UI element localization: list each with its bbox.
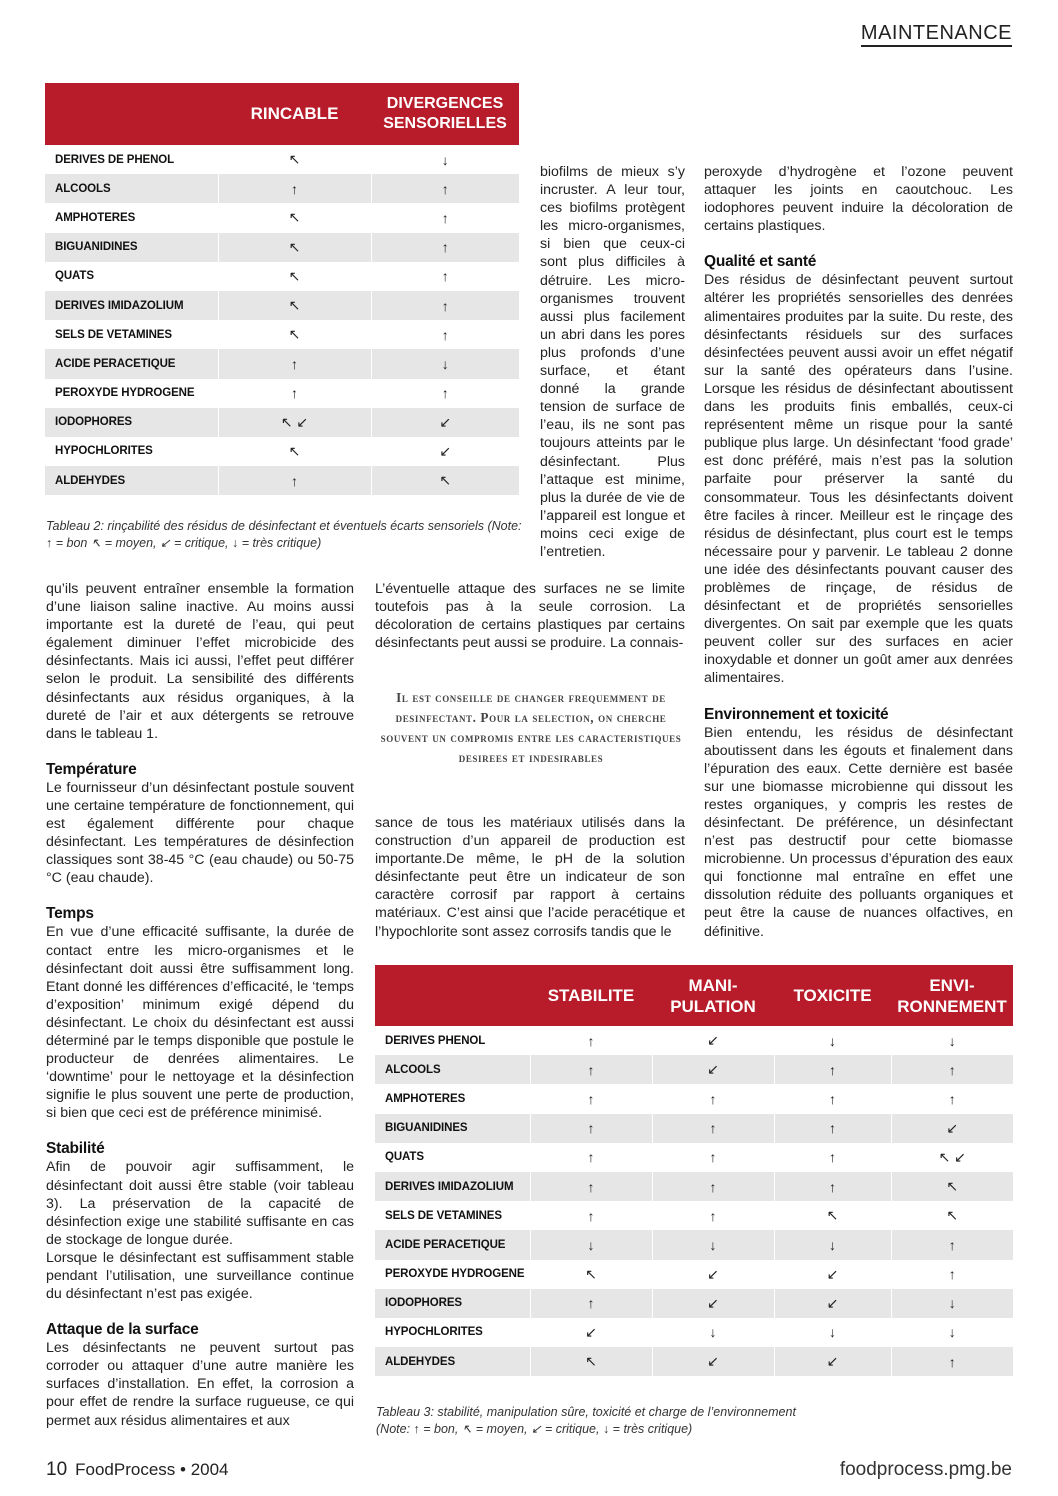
rating-cell: ↖: [218, 320, 371, 349]
rating-cell: ↓: [774, 1230, 891, 1259]
rating-cell: ↙: [652, 1026, 774, 1055]
paragraph: Les désinfectants ne peuvent surtout pas corroder ou attaquer d’une autre manière les surfaces d’installation. En effet, la corrosion a pour effet de rendre la surface rugueuse, ce qui permet aux résidus alimentaires et aux: [46, 1340, 354, 1429]
row-label: ACIDE PERACETIQUE: [45, 349, 218, 378]
rating-cell: ↙: [652, 1055, 774, 1084]
rating-cell: ↑: [530, 1114, 652, 1143]
table-row: [45, 174, 519, 203]
rating-cell: ↙: [530, 1318, 652, 1347]
row-label: PEROXYDE HYDROGENE: [45, 379, 218, 408]
footer-website: foodprocess.pmg.be: [839, 1459, 1012, 1480]
row-label: ALDEHYDES: [45, 466, 218, 495]
row-label: SELS DE VETAMINES: [45, 320, 218, 349]
row-label: IODOPHORES: [45, 408, 218, 437]
rating-cell: ↖ ↙: [218, 408, 371, 437]
table3-caption: [376, 1404, 1016, 1438]
rating-cell: ↓: [371, 145, 519, 174]
table-row: [375, 1318, 1013, 1347]
table-row: [375, 1230, 1013, 1259]
rating-cell: ↖: [218, 291, 371, 320]
rating-cell: ↑: [652, 1143, 774, 1172]
table-header-empty: [45, 83, 218, 145]
rating-cell: ↓: [891, 1026, 1013, 1055]
table2-caption: [46, 518, 526, 552]
rating-cell: ↑: [530, 1055, 652, 1084]
rating-cell: ↑: [218, 349, 371, 378]
rating-cell: ↑: [774, 1172, 891, 1201]
rating-cell: ↑: [530, 1289, 652, 1318]
rating-cell: ↓: [652, 1230, 774, 1259]
row-label: AMPHOTERES: [375, 1084, 530, 1113]
table-rincabilite: [45, 83, 519, 495]
rating-cell: ↑: [530, 1172, 652, 1201]
row-label: AMPHOTERES: [45, 203, 218, 232]
rating-cell: ↓: [652, 1318, 774, 1347]
rating-cell: ↖: [218, 262, 371, 291]
section-title: MAINTENANCE: [861, 22, 1012, 47]
table2-caption-line2: ↑ = bon ↖ = moyen, ↙ = critique, ↓ = très critique): [46, 536, 322, 550]
rating-cell: ↖: [530, 1347, 652, 1376]
rating-cell: ↙: [371, 437, 519, 466]
rating-cell: ↓: [774, 1318, 891, 1347]
table-row: [45, 408, 519, 437]
rating-cell: ↑: [652, 1172, 774, 1201]
table-header-stabilite: STABILITE: [530, 965, 652, 1026]
rating-cell: ↓: [371, 349, 519, 378]
rating-cell: ↑: [218, 466, 371, 495]
rating-cell: ↑: [652, 1114, 774, 1143]
paragraph: Lorsque le désinfectant est suffisamment stable pendant l’utilisation, une surveillance continue du désinfectant n’est pas exigée.: [46, 1249, 354, 1303]
rating-cell: ↖: [774, 1201, 891, 1230]
column-right: [704, 163, 1013, 941]
rating-cell: ↑: [891, 1260, 1013, 1289]
heading-environnement-toxicite: Environnement et toxicité: [704, 705, 889, 723]
table-row: [45, 349, 519, 378]
rating-cell: ↑: [371, 203, 519, 232]
rating-cell: ↑: [371, 291, 519, 320]
row-label: QUATS: [375, 1143, 530, 1172]
rating-cell: ↑: [371, 262, 519, 291]
rating-cell: ↑: [218, 174, 371, 203]
table-header-divergences: DIVERGENCES SENSORIELLES: [371, 83, 519, 145]
table-row: [45, 379, 519, 408]
heading-temperature: Température: [46, 760, 137, 778]
table-row: [45, 145, 519, 174]
rating-cell: ↑: [652, 1084, 774, 1113]
rating-cell: ↓: [530, 1230, 652, 1259]
table-row: [45, 233, 519, 262]
table-row: [375, 1347, 1013, 1376]
rating-cell: ↙: [371, 408, 519, 437]
rating-cell: ↑: [774, 1055, 891, 1084]
table-row: [375, 1143, 1013, 1172]
row-label: ACIDE PERACETIQUE: [375, 1230, 530, 1259]
table3-caption-line2: (Note: ↑ = bon, ↖ = moyen, ↙ = critique, ↓ = très critique): [376, 1422, 693, 1436]
paragraph: Bien entendu, les résidus de désinfectant aboutissent dans les égouts et finalement dans l’épuration des eaux. Cette dernière est basée sur une biomasse microbienne qui dissout les restes organiques, y compris les restes de désinfectant. De préférence, un désinfectant n’est pas destructif pour cette biomasse microbienne. Un processus d’épuration des eaux qui fonctionne mal entraîne en effet une dissolution réduite des polluants organiques et peut être la cause de nuances olfactives, en définitive.: [704, 724, 1013, 940]
row-label: ALCOOLS: [375, 1055, 530, 1084]
paragraph: peroxyde d’hydrogène et l’ozone peuvent attaquer les joints en caoutchouc. Les iodophores peuvent induire la décoloration de certains plastiques.: [704, 164, 1013, 235]
rating-cell: ↓: [774, 1026, 891, 1055]
table-row: [375, 1172, 1013, 1201]
table-header-manipulation: MANI- PULATION: [652, 965, 774, 1026]
paragraph: L’éventuelle attaque des surfaces ne se limite toutefois pas à la seule corrosion. La décoloration de certains plastiques par certains désinfectants peut aussi se produire. La connais-: [375, 581, 685, 652]
column-middle-lower: [375, 814, 685, 941]
rating-cell: ↑: [371, 379, 519, 408]
rating-cell: ↙: [774, 1260, 891, 1289]
row-label: DERIVES PHENOL: [375, 1026, 530, 1055]
table-header-empty: [375, 965, 530, 1026]
row-label: BIGUANIDINES: [375, 1114, 530, 1143]
footer-publication: [46, 1459, 229, 1481]
rating-cell: ↑: [891, 1084, 1013, 1113]
paragraph: biofilms de mieux s’y incruster. A leur tour, ces biofilms protègent les micro-organismes, si bien que ceux-ci sont plus difficiles à détruire. Les micro-organismes trouvent aussi plus facilement un abri dans les pores plus profonds d’une surface, et étant donné la grande tension de surface de l’eau, ils ne sont pas toujours atteints par le désinfectant. Plus l’attaque est minime, plus la durée de vie de l’appareil est longue et moins ceci exige de l’entretien.: [540, 164, 685, 560]
rating-cell: ↑: [891, 1055, 1013, 1084]
table-stabilite: [375, 965, 1013, 1376]
paragraph: sance de tous les matériaux utilisés dans la construction d’un appareil de production est importante.De même, le pH de la solution désinfectante peut être un indicateur de son caractère corrosif par rapport à certains matériaux. C’est ainsi que l’acide peracétique et l’hypochlorite sont assez corrosifs tandis que le: [375, 815, 685, 940]
rating-cell: ↑: [530, 1143, 652, 1172]
rating-cell: ↖: [218, 145, 371, 174]
pull-quote: Il est conseille de changer frequemment de desinfectant. Pour la selection, on cherche souvent un compromis entre les caracteristiques desirees et indesirables: [380, 690, 682, 765]
rating-cell: ↑: [774, 1143, 891, 1172]
rating-cell: ↓: [891, 1289, 1013, 1318]
heading-stabilite: Stabilité: [46, 1140, 105, 1158]
rating-cell: ↙: [774, 1289, 891, 1318]
table-row: [375, 1201, 1013, 1230]
table-row: [45, 466, 519, 495]
rating-cell: ↙: [652, 1289, 774, 1318]
rating-cell: ↑: [530, 1201, 652, 1230]
row-label: HYPOCHLORITES: [375, 1318, 530, 1347]
rating-cell: ↖: [218, 233, 371, 262]
row-label: SELS DE VETAMINES: [375, 1201, 530, 1230]
table-row: [45, 291, 519, 320]
column-middle: [375, 580, 685, 652]
rating-cell: ↖: [218, 437, 371, 466]
rating-cell: ↓: [891, 1318, 1013, 1347]
row-label: BIGUANIDINES: [45, 233, 218, 262]
rating-cell: ↙: [652, 1260, 774, 1289]
rating-cell: ↙: [891, 1114, 1013, 1143]
table-header-toxicite: TOXICITE: [774, 965, 891, 1026]
heading-qualite-sante: Qualité et santé: [704, 253, 817, 271]
rating-cell: ↑: [530, 1084, 652, 1113]
column-left: [46, 580, 354, 1430]
rating-cell: ↖: [891, 1201, 1013, 1230]
row-label: IODOPHORES: [375, 1289, 530, 1318]
paragraph: Le fournisseur d’un désinfectant postule souvent une certaine température de fonctionnement, qui est également différente pour chaque désinfectant. Les températures de désinfection classiques sont 38-45 °C (eau chaude) ou 50-75 °C (eau chaude).: [46, 779, 354, 887]
publication-name: FoodProcess • 2004: [75, 1460, 229, 1479]
row-label: PEROXYDE HYDROGENE: [375, 1260, 530, 1289]
row-label: DERIVES IMIDAZOLIUM: [375, 1172, 530, 1201]
rating-cell: ↑: [891, 1347, 1013, 1376]
paragraph: Afin de pouvoir agir suffisamment, le désinfectant doit aussi être stable (voir tableau 3). La préservation de la capacité de désinfection exige une stabilité suffisante en cas de stockage de longue durée.: [46, 1159, 354, 1248]
rating-cell: ↖ ↙: [891, 1143, 1013, 1172]
paragraph: En vue d’une efficacité suffisante, la durée de contact entre les micro-organismes et le désinfectant doit aussi être suffisamment long. Etant donné les différences d’efficacité, le ‘temps d’exposition’ minimum exigé dépend du désinfectant. Le choix du désinfectant est aussi déterminé par le temps disponible que postule le producteur de denrées alimentaires. Le ‘downtime’ pour le nettoyage et la désinfection signifie le plus souvent une perte de production, si bien que ceci est de préférence minimisé.: [46, 924, 354, 1122]
table-row: [45, 262, 519, 291]
rating-cell: ↙: [774, 1347, 891, 1376]
heading-attaque-surface: Attaque de la surface: [46, 1321, 199, 1339]
row-label: ALDEHYDES: [375, 1347, 530, 1376]
rating-cell: ↑: [371, 320, 519, 349]
table-row: [375, 1055, 1013, 1084]
rating-cell: ↖: [371, 466, 519, 495]
rating-cell: ↑: [891, 1230, 1013, 1259]
rating-cell: ↑: [530, 1026, 652, 1055]
heading-temps: Temps: [46, 905, 94, 923]
paragraph: Des résidus de désinfectant peuvent surtout altérer les propriétés sensorielles des denrées alimentaires produites par la suite. Du reste, des désinfectants résiduels sur des surfaces désinfectées peuvent aussi avoir un effet négatif sur la santé des opérateurs dans l’usine. Lorsque les résidus de désinfectant aboutissent dans les produits finis emballés, ceux-ci représentent même un risque pour la santé publique plus large. Un désinfectant ‘food grade’ est donc préféré, mais n’est pas la solution parfaite pour préserver la santé du consommateur. Tous les désinfectants doivent être faciles à rincer. Meilleur est le rinçage des résidus de désinfectant, plus court est le temps nécessaire pour y parvenir. Le tableau 2 donne une idée des désinfectants pouvant causer des problèmes de rinçage, de résidus de désinfectant et de propriétés sensorielles divergentes. On sait par exemple que les quats peuvent coller sur des surfaces en acier inoxydable et donner un goût amer aux denrées alimentaires.: [704, 272, 1013, 687]
table-row: [45, 437, 519, 466]
rating-cell: ↑: [371, 174, 519, 203]
table-row: [375, 1084, 1013, 1113]
row-label: ALCOOLS: [45, 174, 218, 203]
rating-cell: ↑: [774, 1084, 891, 1113]
table-row: [375, 1260, 1013, 1289]
column-middle-top: [540, 163, 685, 561]
rating-cell: ↙: [652, 1347, 774, 1376]
rating-cell: ↑: [371, 233, 519, 262]
rating-cell: ↑: [774, 1114, 891, 1143]
rating-cell: ↑: [218, 379, 371, 408]
row-label: QUATS: [45, 262, 218, 291]
page-number: 10: [46, 1459, 68, 1480]
rating-cell: ↖: [530, 1260, 652, 1289]
row-label: DERIVES DE PHENOL: [45, 145, 218, 174]
table-row: [45, 320, 519, 349]
table-header-rincable: RINCABLE: [218, 83, 371, 145]
row-label: DERIVES IMIDAZOLIUM: [45, 291, 218, 320]
table3-caption-line1: Tableau 3: stabilité, manipulation sûre, toxicité et charge de l’environnement: [376, 1405, 796, 1419]
table-row: [375, 1026, 1013, 1055]
rating-cell: ↖: [218, 203, 371, 232]
rating-cell: ↑: [652, 1201, 774, 1230]
table-row: [375, 1114, 1013, 1143]
rating-cell: ↖: [891, 1172, 1013, 1201]
table-row: [375, 1289, 1013, 1318]
table-row: [45, 203, 519, 232]
row-label: HYPOCHLORITES: [45, 437, 218, 466]
paragraph: qu’ils peuvent entraîner ensemble la formation d’une liaison saline inactive. Au moins aussi importante est la dureté de l’eau, qui peut également diminuer l’effet microbicide des désinfectants. Mais ici aussi, l’effet peut différer selon le produit. La sensibilité des différents désinfectants aux résidus organiques, à la dureté de l’air et aux détergents se retrouve dans le tableau 1.: [46, 581, 354, 742]
table-header-environnement: ENVI- RONNEMENT: [891, 965, 1013, 1026]
table2-caption-line1: Tableau 2: rinçabilité des résidus de désinfectant et éventuels écarts sensoriels (Note:: [46, 519, 522, 533]
